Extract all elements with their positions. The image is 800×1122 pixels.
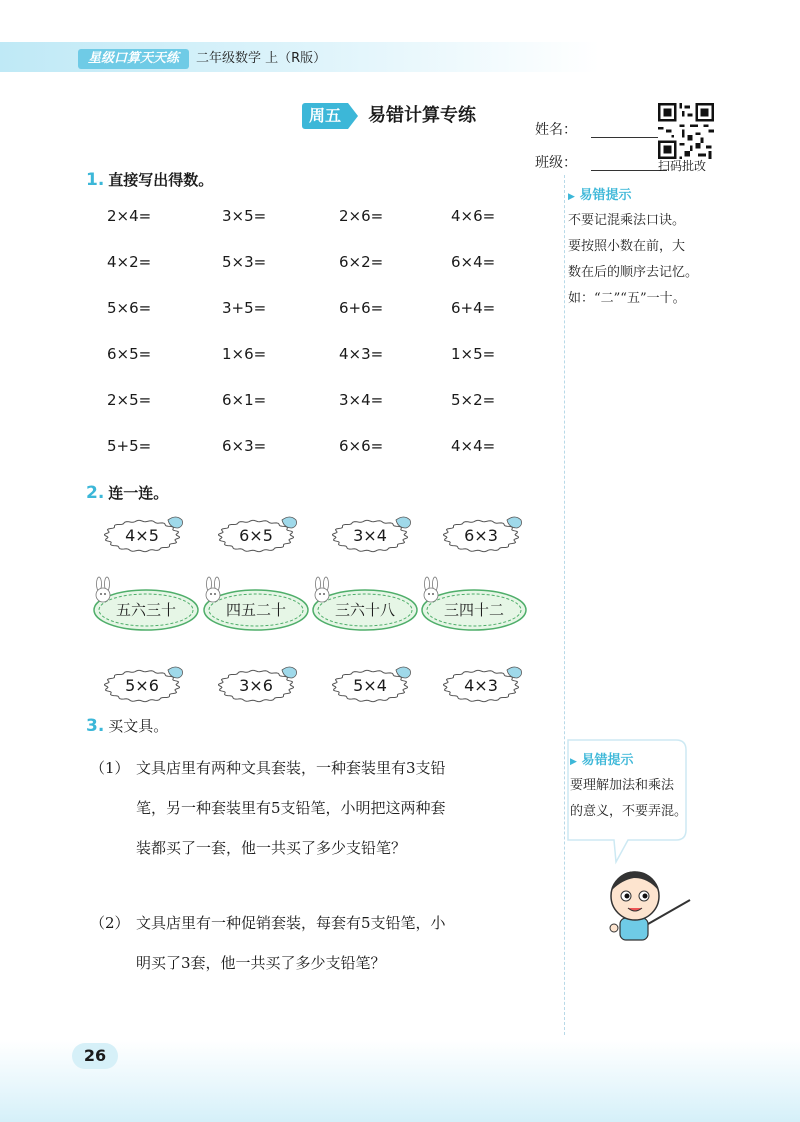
equation-cell: 5×3= [222, 253, 267, 271]
tip-box-2 [570, 752, 720, 825]
series-tag: 星级口算天天练 [78, 49, 189, 69]
expression-oval[interactable] [441, 664, 529, 704]
equation-cell: 6×4= [451, 253, 496, 271]
tip-heading: ▶ 易错提示 [568, 188, 632, 203]
q3-part-1-line: 笔，另一种套装里有5支铅笔，小明把这两种套 [136, 799, 446, 817]
tip-line: 不要记混乘法口诀。 [568, 213, 686, 228]
multiplication-rhyme-oval[interactable] [309, 576, 421, 636]
equation-cell: 5×6= [107, 299, 152, 317]
equation-cell: 6×5= [107, 345, 152, 363]
tip-arrow-icon: ▶ [568, 192, 575, 202]
q3-part-2-label: （2） [90, 914, 130, 932]
page-title: 易错计算专练 [368, 105, 476, 126]
equation-cell: 4×6= [451, 207, 496, 225]
expression-oval[interactable] [102, 514, 190, 554]
rhyme-text: 五六三十 [115, 601, 176, 619]
expression-text: 3×4 [353, 526, 387, 545]
sidebar-divider [564, 175, 565, 1035]
multiplication-rhyme-oval[interactable] [418, 576, 530, 636]
equation-cell: 6×2= [339, 253, 384, 271]
expression-text: 4×3 [464, 676, 498, 695]
multiplication-rhyme-oval[interactable] [200, 576, 312, 636]
question-number: 1. [86, 170, 105, 190]
equation-cell: 6+6= [339, 299, 384, 317]
expression-text: 6×5 [239, 526, 273, 545]
question-prompt: 连一连。 [108, 484, 169, 502]
badge-arrow [348, 103, 358, 129]
class-field [535, 153, 667, 173]
expression-text: 3×6 [239, 676, 273, 695]
equation-cell: 6+4= [451, 299, 496, 317]
footer-band [0, 1040, 800, 1122]
q3-part-1-line: 装都买了一套，他一共买了多少支铅笔？ [136, 839, 407, 857]
expression-text: 6×3 [464, 526, 498, 545]
q3-part-1-label: （1） [90, 759, 130, 777]
question-1-heading [86, 169, 213, 191]
expression-oval[interactable] [102, 664, 190, 704]
equation-cell: 5×2= [451, 391, 496, 409]
expression-oval[interactable] [330, 514, 418, 554]
equation-cell: 2×6= [339, 207, 384, 225]
cartoon-boy-icon [600, 864, 700, 944]
rhyme-text: 三六十八 [334, 601, 395, 619]
question-3-heading [86, 715, 168, 737]
equation-cell: 1×6= [222, 345, 267, 363]
q3-part-1-line: 文具店里有两种文具套装，一种套装里有3支铅 [136, 759, 446, 777]
question-number: 2. [86, 483, 105, 503]
q3-part-2-line: 明买了3套，他一共买了多少支铅笔？ [136, 954, 386, 972]
equation-cell: 1×5= [451, 345, 496, 363]
scan-label: 扫码批改 [658, 159, 707, 173]
expression-oval[interactable] [216, 514, 304, 554]
tip-line: 要理解加法和乘法 [570, 778, 675, 793]
rhyme-text: 三四十二 [443, 601, 504, 619]
book-subtitle: 二年级数学 上（R版） [196, 51, 327, 66]
expression-text: 5×4 [353, 676, 387, 695]
expression-oval[interactable] [216, 664, 304, 704]
tip-line: 数在后的顺序去记忆。 [568, 265, 699, 280]
expression-oval[interactable] [330, 664, 418, 704]
tip-arrow-icon: ▶ [570, 757, 577, 767]
equation-cell: 3×4= [339, 391, 384, 409]
class-label: 班级： [535, 155, 577, 171]
class-line[interactable] [591, 156, 667, 171]
question-2-heading [86, 482, 168, 504]
equation-cell: 6×6= [339, 437, 384, 455]
tip-line: 如：“二”“五”一十。 [568, 291, 686, 306]
equation-cell: 5+5= [107, 437, 152, 455]
tip-line: 要按照小数在前，大 [568, 239, 686, 254]
equation-cell: 3+5= [222, 299, 267, 317]
equation-cell: 4×3= [339, 345, 384, 363]
expression-oval[interactable] [441, 514, 529, 554]
tip-line: 的意义，不要弄混。 [570, 804, 688, 819]
equation-cell: 6×3= [222, 437, 267, 455]
question-prompt: 买文具。 [108, 717, 169, 735]
rhyme-text: 四五二十 [225, 601, 286, 619]
expression-text: 5×6 [125, 676, 159, 695]
expression-text: 4×5 [125, 526, 159, 545]
question-number: 3. [86, 716, 105, 736]
q3-part-2-line: 文具店里有一种促销套装，每套有5支铅笔，小 [136, 914, 446, 932]
page-number: 26 [72, 1043, 118, 1069]
multiplication-rhyme-oval[interactable] [90, 576, 202, 636]
equation-cell: 2×5= [107, 391, 152, 409]
tip-heading: ▶ 易错提示 [570, 753, 634, 768]
tip-box-1 [568, 187, 738, 312]
name-label: 姓名： [535, 122, 577, 138]
equation-cell: 3×5= [222, 207, 267, 225]
day-badge: 周五 [302, 103, 348, 129]
name-field [535, 120, 667, 140]
equation-cell: 4×4= [451, 437, 496, 455]
equation-cell: 6×1= [222, 391, 267, 409]
qr-code-icon[interactable] [658, 103, 714, 159]
question-prompt: 直接写出得数。 [108, 171, 214, 189]
equation-cell: 4×2= [107, 253, 152, 271]
name-line[interactable] [591, 123, 667, 138]
equation-cell: 2×4= [107, 207, 152, 225]
